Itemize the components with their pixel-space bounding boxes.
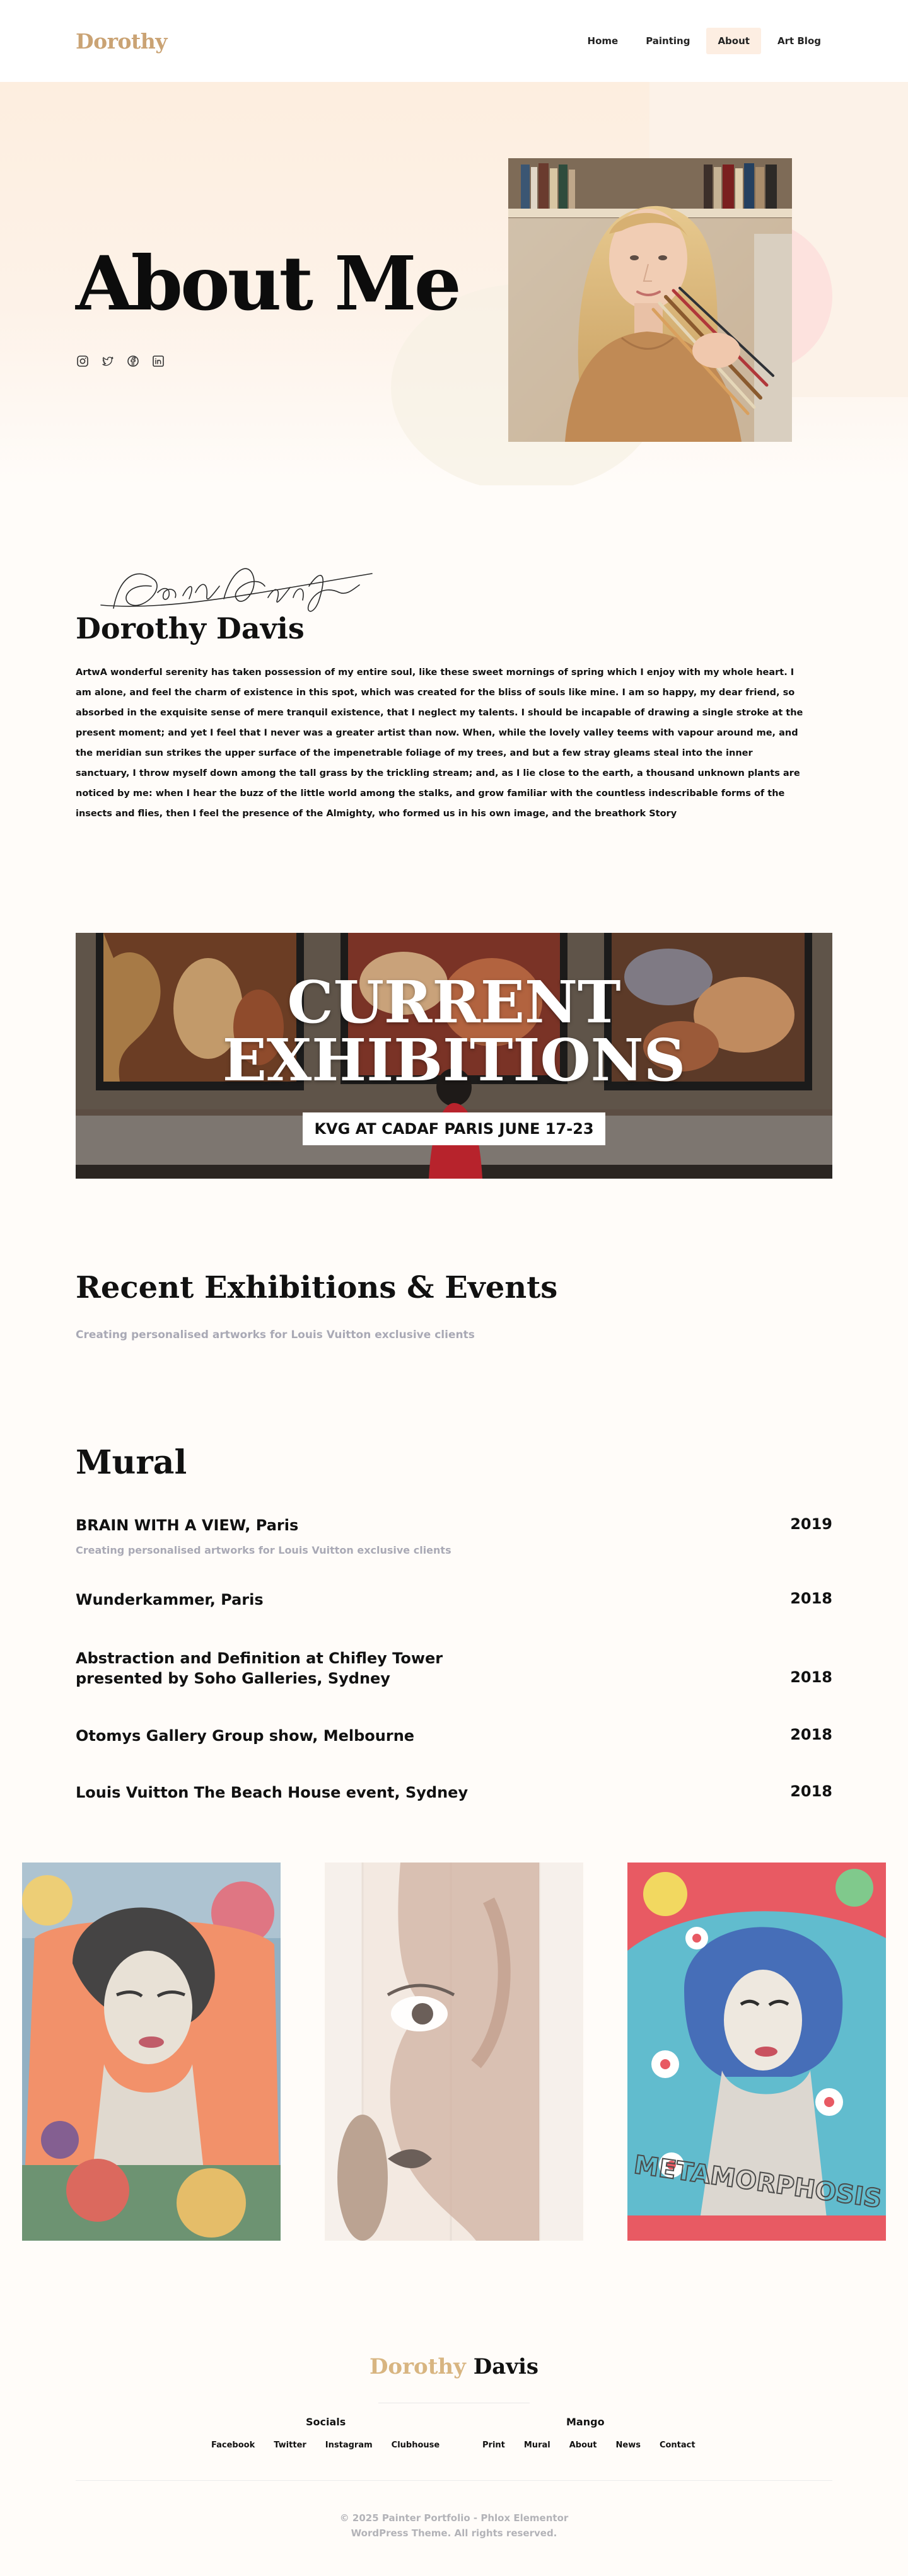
footer-socials-links [211, 2440, 439, 2450]
bio-name: Dorothy Davis [76, 611, 305, 645]
hero-title: About Me [76, 240, 459, 327]
nav-about[interactable]: About [706, 28, 761, 54]
footer-link-mural[interactable]: Mural [523, 2440, 550, 2450]
nav-home[interactable]: Home [587, 35, 619, 47]
mural-item-year: 2018 [790, 1668, 832, 1686]
site-logo[interactable]: Dorothy [76, 28, 167, 54]
gallery-image-2[interactable] [325, 1863, 583, 2241]
instagram-icon[interactable] [76, 354, 90, 368]
hero-social-links [76, 354, 165, 368]
linkedin-icon[interactable] [151, 354, 165, 368]
gallery-image-3[interactable] [627, 1863, 886, 2241]
footer-mango-heading: Mango [566, 2416, 605, 2428]
mural-item [76, 1726, 832, 1746]
recent-exhibitions-title: Recent Exhibitions & Events [76, 1270, 558, 1305]
footer-rule [76, 2480, 832, 2481]
banner-title-line2: EXHIBITIONS [222, 1026, 686, 1094]
mural-item [76, 1515, 832, 1556]
street-art-face-mural [325, 1863, 583, 2241]
copyright [0, 2510, 908, 2541]
mural-item [76, 1782, 832, 1803]
mural-item-year: 2018 [790, 1590, 832, 1607]
mural-item-name: Louis Vuitton The Beach House event, Sydney [76, 1784, 469, 1801]
twitter-icon[interactable] [101, 354, 115, 368]
street-art-woman-orange [22, 1863, 281, 2241]
mural-item-name: Abstraction and Definition at Chifley Tower presented by Soho Galleries, Sydney [76, 1649, 443, 1687]
bio-text: ArtwA wonderful serenity has taken possession of my entire soul, like these sweet mornings of spring which I enjoy with my whole heart. I am alone, and feel the charm of existence in this spot, which was created for the bliss of souls like mine. I am so happy, my dear friend, so absorbed in the exquisite sense of mere tranquil existence, that I neglect my talents. I should be incapable of drawing a single stroke at the present moment; and yet I feel that I never was a greater artist than now. When, while the lovely valley teems with vapour around me, and the meridian sun strikes the upper surface of the impenetrable foliage of my trees, and but a few stray gleams steal into the inner sanctuary, I throw myself down among the tall grass by the trickling stream; and, as I lie close to the earth, a thousand unknown plants are noticed by me: when I hear the buzz of the little world among the stalks, and grow familiar with the countless indescribable forms of the insects and flies, then I feel the presence of the Almighty, who formed us in his own image, and the breathork Story [76, 667, 803, 819]
footer-logo[interactable] [0, 2354, 908, 2379]
footer-link-instagram[interactable]: Instagram [325, 2440, 373, 2450]
footer-logo-first: Dorothy [369, 2354, 466, 2379]
banner-title-line1: CURRENT [287, 968, 621, 1036]
recent-exhibitions-subtitle: Creating personalised artworks for Louis Vuitton exclusive clients [76, 1329, 475, 1341]
mural-item [76, 1648, 832, 1689]
portrait-illustration [508, 158, 792, 442]
mural-item-year: 2019 [790, 1515, 832, 1533]
hero-section [0, 82, 908, 485]
copyright-line2: WordPress Theme. All rights reserved. [351, 2527, 557, 2539]
footer-link-print[interactable]: Print [482, 2440, 505, 2450]
mural-item-year: 2018 [790, 1726, 832, 1743]
mural-item-name: Wunderkammer, Paris [76, 1591, 264, 1609]
gallery-image-1[interactable] [22, 1863, 281, 2241]
facebook-icon[interactable] [126, 354, 140, 368]
footer-logo-last: Davis [473, 2354, 539, 2379]
footer-mango-links [482, 2440, 696, 2450]
copyright-line1: © 2025 Painter Portfolio - Phlox Elementor [339, 2512, 569, 2524]
footer-socials-heading: Socials [306, 2416, 346, 2428]
footer-link-twitter[interactable]: Twitter [274, 2440, 306, 2450]
mural-item-name: BRAIN WITH A VIEW, Paris [76, 1516, 299, 1534]
mural-item-name: Otomys Gallery Group show, Melbourne [76, 1727, 415, 1745]
street-art-metamorphosis [627, 1863, 886, 2241]
site-header [0, 0, 908, 82]
footer-link-facebook[interactable]: Facebook [211, 2440, 255, 2450]
banner-cta-button[interactable]: KVG AT CADAF PARIS JUNE 17-23 [303, 1112, 605, 1145]
nav-painting[interactable]: Painting [646, 35, 690, 47]
footer-link-contact[interactable]: Contact [659, 2440, 696, 2450]
mural-title: Mural [76, 1443, 187, 1482]
nav-art-blog[interactable]: Art Blog [777, 35, 821, 47]
current-exhibitions-banner [76, 933, 832, 1179]
metamorphosis-graffiti-text: METAMORPHOSIS [632, 2150, 884, 2214]
mural-item-year: 2018 [790, 1782, 832, 1800]
artist-portrait-image [508, 158, 792, 442]
footer-link-about[interactable]: About [569, 2440, 597, 2450]
banner-title [76, 968, 832, 1094]
mural-item [76, 1590, 832, 1610]
footer-link-clubhouse[interactable]: Clubhouse [391, 2440, 440, 2450]
mural-item-note: Creating personalised artworks for Louis Vuitton exclusive clients [76, 1544, 451, 1556]
main-nav [576, 28, 832, 54]
footer-link-news[interactable]: News [615, 2440, 641, 2450]
